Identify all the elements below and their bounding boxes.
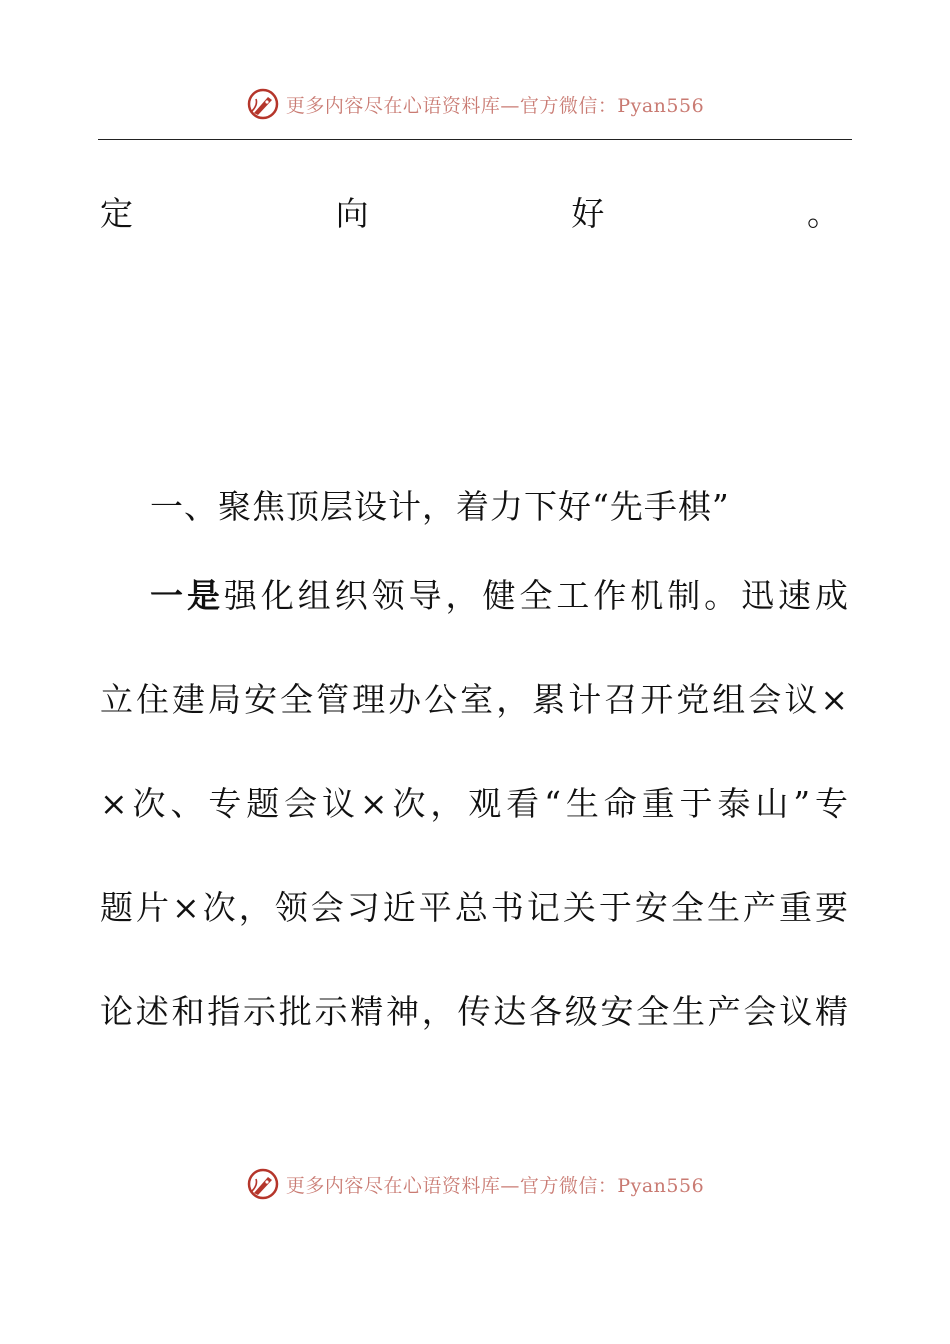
watermark-text: 更多内容尽在心语资料库—官方微信：Pyan556: [285, 94, 705, 117]
char: 好: [571, 193, 605, 233]
paragraph-line: [150, 568, 848, 624]
char: 向: [335, 193, 369, 233]
paragraph-line: ×次、专题会议×次，观看“生命重于泰山”专: [100, 784, 848, 823]
char: 。: [806, 193, 840, 233]
line-text: 强化组织领导，健全工作机制。迅速成: [223, 576, 849, 615]
paragraph-line: 立住建局安全管理办公室，累计召开党组会议×: [100, 680, 848, 719]
paragraph-line: 论述和指示批示精神，传达各级安全生产会议精: [100, 992, 848, 1031]
header-divider: [98, 139, 852, 140]
section-heading: 一、聚焦顶层设计，着力下好“先手棋”: [150, 487, 730, 526]
paragraph-line: 题片×次，领会习近平总书记关于安全生产重要: [100, 888, 848, 927]
pen-nib-logo-icon: [246, 1167, 280, 1201]
bold-lead-text: 一是: [150, 576, 224, 615]
header-watermark: [0, 84, 950, 124]
char: 定: [100, 193, 133, 233]
footer-watermark: [0, 1164, 950, 1204]
carryover-line: [100, 186, 840, 236]
watermark-text: 更多内容尽在心语资料库—官方微信：Pyan556: [285, 1174, 705, 1197]
pen-nib-logo-icon: [246, 87, 280, 121]
